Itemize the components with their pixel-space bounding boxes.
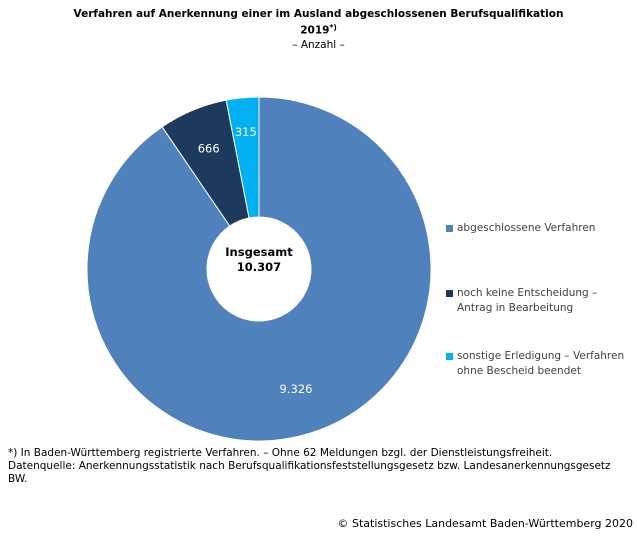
donut-center-label <box>179 245 339 275</box>
legend-label: sonstige Erledigung – Verfahren <box>457 350 625 362</box>
legend-label: noch keine Entscheidung – <box>457 287 598 299</box>
legend-item-abgeschlossene-verfahren <box>446 221 595 236</box>
legend-swatch-1 <box>446 290 453 297</box>
slice-value-label-2: 315 <box>234 125 257 139</box>
footnote-marker: *) <box>329 23 337 32</box>
center-label-text: Insgesamt <box>225 245 293 259</box>
copyright-notice: © Statistisches Landesamt Baden-Württemberg 2020 <box>337 517 633 530</box>
center-label-value: 10.307 <box>236 260 282 274</box>
legend-item-sonstige-erledigung <box>446 349 624 379</box>
footnote-line: BW. <box>8 473 28 485</box>
legend-label-line2: ohne Bescheid beendet <box>457 365 581 377</box>
footnote-line: *) In Baden-Württemberg registrierte Verfahren. – Ohne 62 Meldungen bzgl. der Dienstleistungsfreiheit. <box>8 447 553 459</box>
slice-value-label-0: 9.326 <box>279 382 313 396</box>
legend-label: abgeschlossene Verfahren <box>457 222 596 234</box>
chart-title: Verfahren auf Anerkennung einer im Ausland abgeschlossenen Berufsqualifikation <box>73 8 564 20</box>
chart-title-year: 2019*) <box>300 23 337 37</box>
legend-swatch-2 <box>446 353 453 360</box>
slice-value-label-1: 666 <box>197 141 220 156</box>
chart-subtitle: – Anzahl – <box>292 38 345 51</box>
legend-item-noch-keine-entscheidung <box>446 286 597 316</box>
footnote-block <box>8 447 611 486</box>
legend-swatch-0 <box>446 225 453 232</box>
legend-label-line2: Antrag in Bearbeitung <box>457 302 574 314</box>
footnote-line: Datenquelle: Anerkennungsstatistik nach Berufsqualifikationsfeststellungsgesetz bzw. Landesanerkennungsgesetz <box>8 460 611 472</box>
